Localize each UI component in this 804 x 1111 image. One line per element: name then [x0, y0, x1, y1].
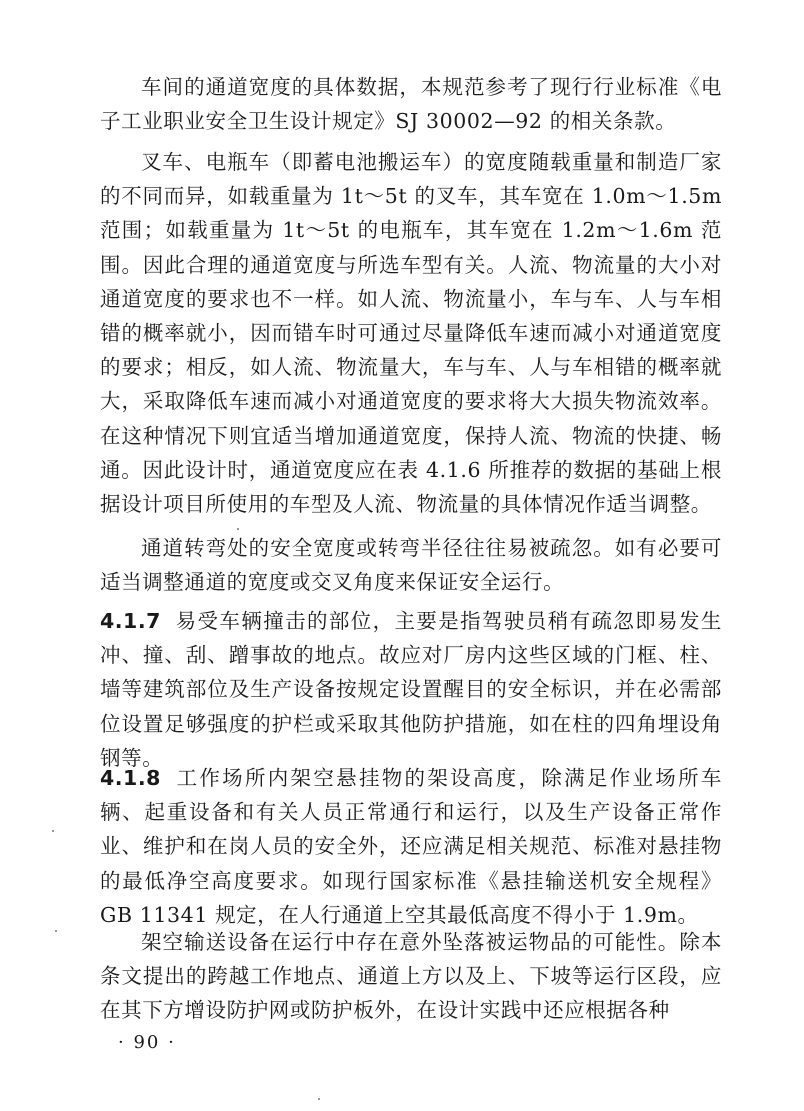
clause-number: 4.1.7 — [100, 609, 161, 633]
paragraph-intro: 车间的通道宽度的具体数据，本规范参考了现行行业标准《电子工业职业安全卫生设计规定》SJ 30002—92 的相关条款。 — [100, 75, 722, 134]
scan-speck — [55, 930, 57, 932]
paragraph-overhead-conveyor: 架空输送设备在运行中存在意外坠落被运物品的可能性。除本条文提出的跨越工作地点、通道上方以及上、下坡等运行区段，应在其下方增设防护网或防护板外，在设计实践中还应根据各种 — [100, 930, 722, 1023]
clause-4-1-8 — [100, 761, 722, 932]
scan-speck — [318, 1098, 320, 1100]
scan-speck — [52, 830, 54, 832]
page-number: · 90 · — [118, 1032, 176, 1053]
paragraph-turning-safety: 通道转弯处的安全宽度或转弯半径往往易被疏忽。如有必要可适当调整通道的宽度或交叉角度来保证安全运行。 — [100, 536, 722, 595]
clause-4-1-7 — [100, 604, 722, 775]
clause-number: 4.1.8 — [100, 766, 161, 790]
scan-speck — [237, 528, 239, 530]
paragraph-vehicle-width: 叉车、电瓶车（即蓄电池搬运车）的宽度随载重量和制造厂家的不同而异，如载重量为 1t～5t 的叉车，其车宽在 1.0m～1.5m 范围；如载重量为 1t～5t 的电瓶车，其车宽在 1.2m～1.6m 范围。因此合理的通道宽度与所选车型有关。人流、物流量的大小对通道宽度的要求也不一样。如人流、物流量小，车与车、人与车相错的概率就小，因而错车时可通过尽量降低车速而减小对通道宽度的要求；相反，如人流、物流量大，车与车、人与车相错的概率就大，采取降低车速而减小对通道宽度的要求将大大损失物流效率。在这种情况下则宜适当增加通道宽度，保持人流、物流的快捷、畅通。因此设计时，通道宽度应在表 4.1.6 所推荐的数据的基础上根据设计项目所使用的车型及人流、物流量的具体情况作适当调整。 — [100, 150, 722, 517]
clause-text: 工作场所内架空悬挂物的架设高度，除满足作业场所车辆、起重设备和有关人员正常通行和运行，以及生产设备正常作业、维护和在岗人员的安全外，还应满足相关规范、标准对悬挂物的最低净空高度要求。如现行国家标准《悬挂输送机安全规程》GB 11341 规定，在人行通道上空其最低高度不得小于 1.9m。 — [100, 766, 722, 927]
clause-text: 易受车辆撞击的部位，主要是指驾驶员稍有疏忽即易发生冲、撞、刮、蹭事故的地点。故应对厂房内这些区域的门框、柱、墙等建筑部位及生产设备按规定设置醒目的安全标识，并在必需部位设置足够强度的护栏或采取其他防护措施，如在柱的四角埋设角钢等。 — [100, 609, 722, 770]
